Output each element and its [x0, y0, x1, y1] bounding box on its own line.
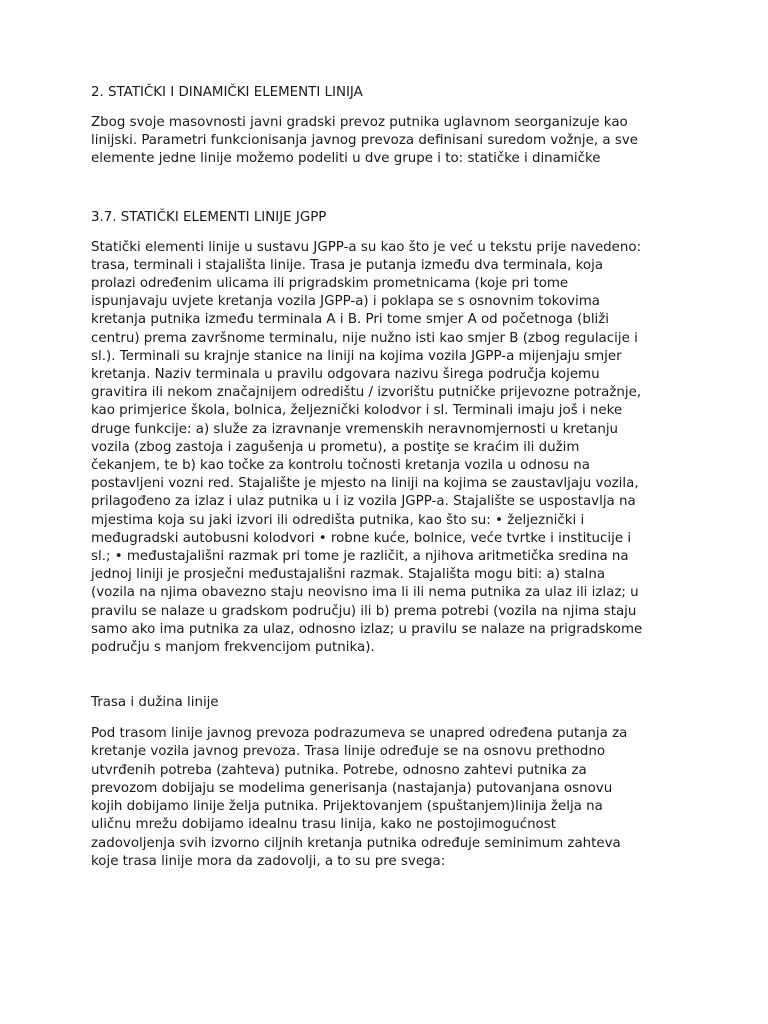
paragraph-route: Pod trasom linije javnog prevoza podrazumeva se unapred određena putanja za kretanje vozila javnog prevoza. Trasa linije određuje se na osnovu prethodno utvrđenih potreba (zahteva) putnika. Potrebe, odnosno zahtevi putnika za prevozom dobijaju se modelima generisanja (nastajanja) putovanjana osnovu kojih dobijamo linije želja putnika. Prijektovanjem (spuštanjem)linija želja na uličnu mrežu dobijamo idealnu trasu linija, kako ne postojimogućnost zadovoljenja svih izvorno ciljnih kretanja putnika određuje seminimum zahteva koje trasa linije mora da zadovolji, a to su pre svega:	[91, 726, 628, 869]
section-heading-static-elements: 3.7. STATIČKI ELEMENTI LINIJE JGPP	[91, 209, 327, 225]
section-heading-route-length: Trasa i dužina linije	[91, 695, 219, 711]
paragraph-static-elements: Statički elementi linije u sustavu JGPP-a su kao što je već u tekstu prije navedeno: trasa, terminali i stajališta linije. Trasa je putanja između dva terminala, koja prolazi određenim ulicama ili prigradskim prometnicama (koje pri tome ispunjavaju uvjete kretanja vozila JGPP-a) i poklapa se s osnovnim tokovima kretanja putnika između terminala A i B. Pri tome smjer A od početnoga (bliži centru) prema završnome terminalu, nije nužno isti kao smjer B (zbog regulacije i sl.). Terminali su krajnje stanice na liniji na kojima vozila JGPP-a mijenjaju smjer kretanja. Naziv terminala u pravilu odgovara nazivu širega područja kojemu gravitira ili nekom značajnijem odredištu / izvorištu putničke prijevozne potražnje, kao primjerice škola, bolnica, željeznički kolodvor i sl. Terminali imaju još i neke druge funkcije: a) služe za izravnanje vremenskih neravnomjernosti u kretanju vozila (zbog zastoja i zagušenja u prometu), a postiţe se kraćim ili dužim čekanjem, te b) kao točke za kontrolu točnosti kretanja vozila u odnosu na postavljeni vozni red. Stajalište je mjesto na liniji na kojima se zaustavljaju vozila, prilagođeno za izlaz i ulaz putnika u i iz vozila JGPP-a. Stajalište se uspostavlja na mjestima koja su jaki izvori ili odredišta putnika, kao što su: • željeznički i međugradski autobusni kolodvori • robne kuće, bolnice, veće tvrtke i institucije i sl.; • međustajališni razmak pri tome je različit, a njihova aritmetička sredina na jednoj liniji je prosječni međustajališni razmak. Stajališta mogu biti: a) stalna (vozila na njima obavezno staju neovisno ima li ili nema putnika za ulaz ili izlaz; u pravilu se nalaze u gradskom području) ili b) prema potrebi (vozila na njima staju samo ako ima putnika za ulaz, odnosno izlaz; u pravilu se nalaze na prigradskome području s manjom frekvencijom putnika).	[91, 239, 643, 656]
document-page	[91, 82, 681, 871]
paragraph-intro: Zbog svoje masovnosti javni gradski prevoz putnika uglavnom seorganizuje kao linijski. Parametri funkcionisanja javnog prevoza definisani suredom vožnje, a sve elemente jedne linije možemo podeliti u dve grupe i to: statičke i dinamičke	[91, 115, 638, 167]
section-heading-static-dynamic: 2. STATIČKI I DINAMIČKI ELEMENTI LINIJA	[91, 85, 363, 100]
